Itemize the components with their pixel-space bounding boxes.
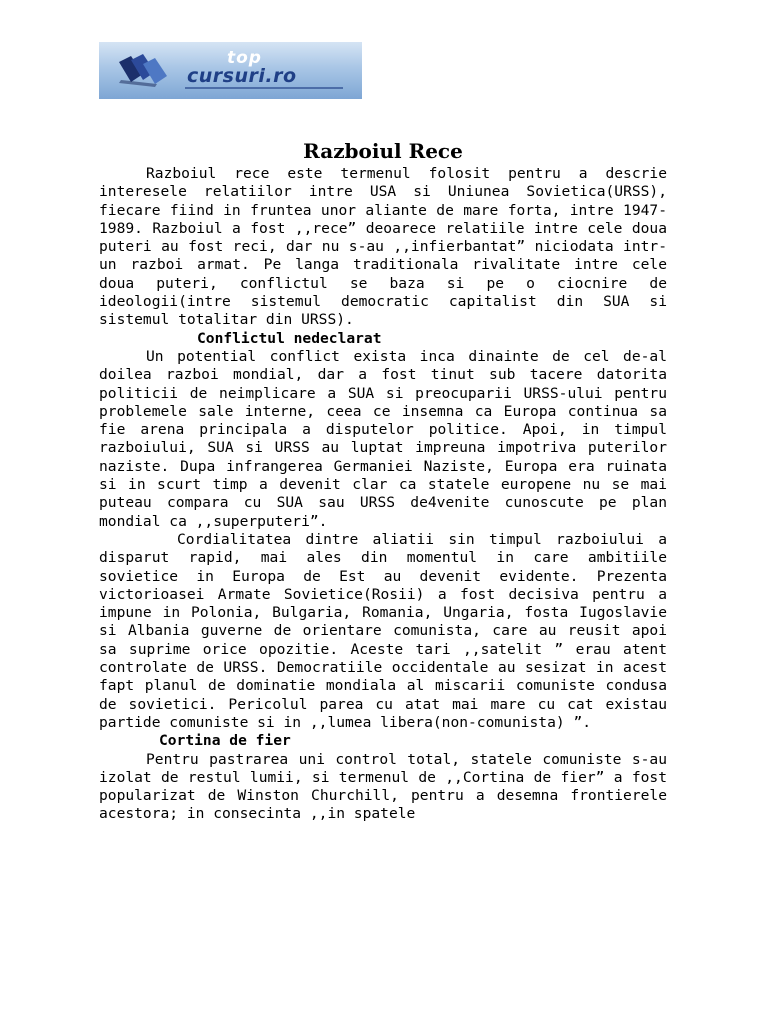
- logo-top-text: top: [227, 48, 262, 68]
- section-heading-conflictul: Conflictul nedeclarat: [197, 329, 382, 347]
- logo-underline: [185, 87, 343, 89]
- books-logo-icon: [117, 54, 171, 88]
- site-logo[interactable]: [99, 42, 362, 99]
- document-body: [99, 140, 667, 824]
- logo-site-text: cursuri.ro: [187, 65, 297, 87]
- section1-paragraph-2: Cordialitatea dintre aliatii sin timpul razboiului a disparut rapid, mai ales din momentul in care ambitiile sovietice in Europa de Est au devenit evidente. Prezenta victorioasei Armate Sovietice(Rosii) a fost decisiva pentru a impune in Polonia, Bulgaria, Romania, Ungaria, fosta Iugoslavie si Albania guverne de orientare comunista, care au reusit apoi sa suprime orice opozitie. Aceste tari ,,satelit ” erau atent controlate de URSS. Democratiile occidentale au sesizat in acest fapt planul de dominatie mondiala al miscarii comuniste condusa de sovietici. Pericolul parea cu atat mai mare cu cat existau partide comuniste si in ,,lumea libera(non-comunista) ”.: [99, 530, 667, 731]
- document-title: Razboiul Rece: [303, 139, 463, 163]
- intro-paragraph: Razboiul rece este termenul folosit pentru a descrie interesele relatiilor intre USA si Uniunea Sovietica(URSS), fiecare fiind in fruntea unor aliante de mare forta, intre 1947-1989. Razboiul a fost ,,rece” deoarece relatiile intre cele doua puteri au fost reci, dar nu s-au ,,infierbantat” niciodata intr-un razboi armat. Pe langa traditionala rivalitate intre cele doua puteri, conflictul se baza si pe o ciocnire de ideologii(intre sistemul democratic capitalist din SUA si sistemul totalitar din URSS).: [99, 165, 667, 329]
- section2-paragraph-1: Pentru pastrarea uni control total, statele comuniste s-au izolat de restul lumii, si termenul de ,,Cortina de fier” a fost popularizat de Winston Churchill, pentru a desemna frontierele acestora; in consecinta ,,in spatele: [99, 750, 667, 823]
- section-heading-cortina: Cortina de fier: [159, 732, 291, 750]
- section1-paragraph-1: Un potential conflict exista inca dinainte de cel de-al doilea razboi mondial, dar a fost tinut sub tacere datorita politicii de neimplicare a SUA si preocuparii URSS-ului pentru problemele sale interne, ceea ce insemna ca Europa continua sa fie arena principala a disputelor politice. Apoi, in timpul razboiului, SUA si URSS au luptat impreuna impotriva puterilor naziste. Dupa infrangerea Germaniei Naziste, Europa era ruinata si in scurt timp a devenit clar ca statele europene nu se mai puteau compara cu SUA sau URSS de4venite cunoscute pe plan mondial ca ,,superputeri”.: [99, 347, 667, 530]
